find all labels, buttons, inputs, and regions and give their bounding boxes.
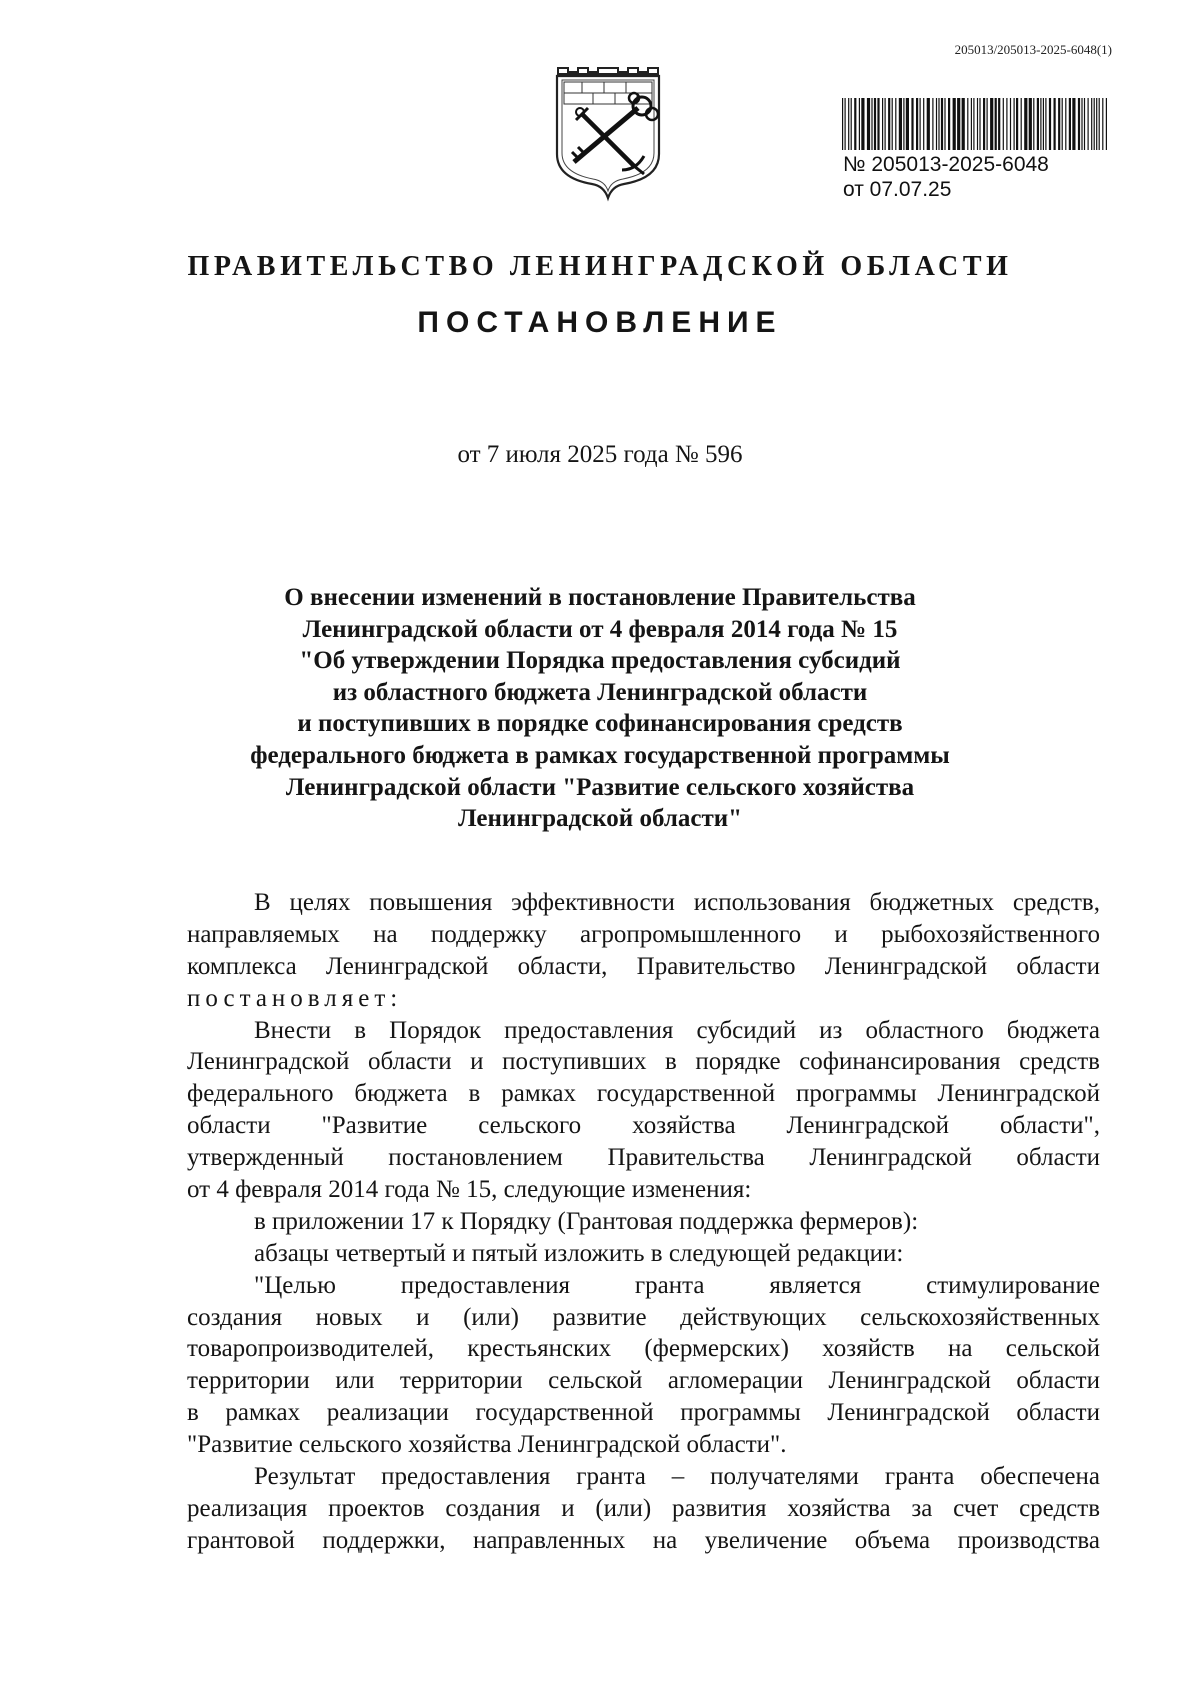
barcode-bar bbox=[1014, 98, 1015, 150]
body-line: от 4 февраля 2014 года № 15, следующие изменения: bbox=[187, 1176, 752, 1204]
body-line: Ленинградской области и поступивших в порядке софинансирования средств bbox=[187, 1048, 1100, 1076]
body-line: направляемых на поддержку агропромышленного и рыбохозяйственного bbox=[187, 920, 1100, 948]
subject-line: О внесении изменений в постановление Правительства bbox=[284, 584, 916, 611]
barcode-bar bbox=[1040, 98, 1041, 150]
barcode-bar bbox=[1091, 98, 1092, 150]
barcode-bar bbox=[845, 98, 846, 150]
barcode-bar bbox=[854, 98, 856, 150]
body-line: утвержденный постановлением Правительства Ленинградской области bbox=[187, 1144, 1100, 1172]
barcode-bar bbox=[1099, 98, 1100, 150]
barcode-bar bbox=[1102, 98, 1103, 150]
barcode-bar bbox=[1054, 98, 1056, 150]
barcode-bar bbox=[932, 98, 933, 150]
barcode-bar bbox=[861, 98, 864, 150]
barcode-bar bbox=[1003, 98, 1004, 150]
document-date-number: от 7 июля 2025 года № 596 bbox=[457, 441, 743, 468]
document-body bbox=[187, 887, 1100, 1557]
barcode-bar bbox=[1058, 98, 1060, 150]
barcode-bar bbox=[895, 98, 896, 150]
barcode-bar bbox=[967, 98, 968, 150]
body-line: федерального бюджета в рамках государственной программы Ленинградской bbox=[187, 1080, 1100, 1108]
subject-line: Ленинградской области от 4 февраля 2014 года № 15 bbox=[302, 615, 898, 643]
barcode-icon bbox=[842, 98, 1110, 150]
barcode-bar bbox=[906, 98, 909, 150]
registration-number: № 205013-2025-6048 bbox=[843, 153, 1049, 176]
barcode-bar bbox=[1049, 98, 1051, 150]
barcode-bar bbox=[979, 98, 980, 150]
barcode-bar bbox=[995, 98, 997, 150]
barcode-bar bbox=[916, 98, 918, 150]
body-line: создания новых и (или) развитие действующих сельскохозяйственных bbox=[187, 1303, 1100, 1331]
barcode-bar bbox=[877, 98, 879, 150]
barcode-bar bbox=[990, 98, 993, 150]
barcode-bar bbox=[1106, 98, 1107, 150]
coat-of-arms-icon bbox=[552, 66, 664, 202]
barcode-bar bbox=[1033, 98, 1034, 150]
body-line: абзацы четвертый и пятый изложить в следующей редакции: bbox=[254, 1239, 904, 1267]
barcode-bar bbox=[1094, 98, 1095, 150]
barcode-bar bbox=[998, 98, 1000, 150]
government-title: ПРАВИТЕЛЬСТВО ЛЕНИНГРАДСКОЙ ОБЛАСТИ bbox=[187, 251, 1013, 282]
body-line: товаропроизводителей, крестьянских (фермерских) хозяйств на сельской bbox=[187, 1335, 1100, 1363]
subject-line: федерального бюджета в рамках государственной программы bbox=[250, 741, 950, 769]
barcode-bar bbox=[983, 98, 985, 150]
barcode-bar bbox=[1096, 98, 1097, 150]
barcode-bar bbox=[973, 98, 974, 150]
barcode-bar bbox=[971, 98, 972, 150]
body-line: "Целью предоставления гранта является стимулирование bbox=[254, 1271, 1100, 1299]
body-line: территории или территории сельской агломерации Ленинградской области bbox=[187, 1367, 1100, 1395]
registration-date: от 07.07.25 bbox=[843, 178, 952, 201]
body-line: Результат предоставления гранта – получателями гранта обеспечена bbox=[254, 1463, 1100, 1491]
body-line: реализация проектов создания и (или) развития хозяйства за счет средств bbox=[187, 1494, 1100, 1522]
barcode-bar bbox=[851, 98, 852, 150]
registration-code: 205013/205013-2025-6048(1) bbox=[954, 42, 1112, 57]
barcode-bar bbox=[885, 98, 886, 150]
barcode-bar bbox=[1006, 98, 1007, 150]
barcode-bar bbox=[1078, 98, 1080, 150]
barcode-bar bbox=[1021, 98, 1022, 150]
document-type: ПОСТАНОВЛЕНИЕ bbox=[417, 306, 783, 339]
barcode-bar bbox=[936, 98, 937, 150]
barcode-bar bbox=[867, 98, 870, 150]
barcode-bar bbox=[927, 98, 930, 150]
body-line: в рамках реализации государственной программы Ленинградской области bbox=[187, 1399, 1100, 1427]
barcode-bar bbox=[938, 98, 939, 150]
subject-line: Ленинградской области "Развитие сельского хозяйства bbox=[285, 773, 915, 801]
barcode-bar bbox=[888, 98, 890, 150]
body-line: области "Развитие сельского хозяйства Ленинградской области", bbox=[187, 1112, 1100, 1140]
barcode-bar bbox=[1016, 98, 1018, 150]
subject-line: Ленинградской области" bbox=[457, 805, 743, 833]
barcode-bar bbox=[892, 98, 893, 150]
barcode-bar bbox=[920, 98, 921, 150]
barcode-bar bbox=[948, 98, 950, 150]
barcode-bar bbox=[874, 98, 876, 150]
barcode-bar bbox=[987, 98, 988, 150]
barcode-bar bbox=[911, 98, 913, 150]
barcode-bar bbox=[1065, 98, 1066, 150]
barcode-bar bbox=[957, 98, 960, 150]
barcode-bar bbox=[941, 98, 943, 150]
barcode-bar bbox=[962, 98, 965, 150]
barcode-bar bbox=[848, 98, 849, 150]
barcode-bar bbox=[1072, 98, 1075, 150]
barcode-bar bbox=[944, 98, 945, 150]
body-line-resolves: постановляет: bbox=[187, 984, 403, 1012]
barcode-bar bbox=[1043, 98, 1044, 150]
barcode-bar bbox=[1010, 98, 1011, 150]
body-line: комплекса Ленинградской области, Правительство Ленинградской области bbox=[187, 952, 1100, 980]
barcode-bar bbox=[1024, 98, 1027, 150]
barcode-bar bbox=[882, 98, 883, 150]
barcode-bar bbox=[842, 98, 843, 150]
barcode-bar bbox=[1081, 98, 1082, 150]
body-line: В целях повышения эффективности использования бюджетных средств, bbox=[254, 889, 1100, 916]
barcode-bar bbox=[1037, 98, 1039, 150]
barcode-bar bbox=[859, 98, 860, 150]
body-line: "Развитие сельского хозяйства Ленинградской области". bbox=[187, 1431, 787, 1459]
barcode-bar bbox=[1029, 98, 1032, 150]
barcode-bar bbox=[1088, 98, 1089, 150]
barcode-bar bbox=[953, 98, 956, 150]
barcode-bar bbox=[1045, 98, 1046, 150]
subject-line: и поступивших в порядке софинансирования средств bbox=[297, 710, 903, 738]
document-subject bbox=[215, 582, 985, 835]
barcode-bar bbox=[899, 98, 902, 150]
body-line: Внести в Порядок предоставления субсидий из областного бюджета bbox=[254, 1016, 1100, 1044]
barcode-bar bbox=[1062, 98, 1063, 150]
barcode-bar bbox=[903, 98, 904, 150]
body-line: грантовой поддержки, направленных на увеличение объема производства bbox=[187, 1526, 1100, 1554]
barcode-bar bbox=[1069, 98, 1071, 150]
barcode-bar bbox=[871, 98, 872, 150]
barcode-bar bbox=[923, 98, 924, 150]
barcode-bar bbox=[977, 98, 978, 150]
body-line: в приложении 17 к Порядку (Грантовая поддержка фермеров): bbox=[254, 1207, 919, 1235]
subject-line: из областного бюджета Ленинградской области bbox=[332, 678, 868, 706]
barcode-bar bbox=[1084, 98, 1085, 150]
subject-line: "Об утверждении Порядка предоставления субсидий bbox=[299, 647, 901, 675]
